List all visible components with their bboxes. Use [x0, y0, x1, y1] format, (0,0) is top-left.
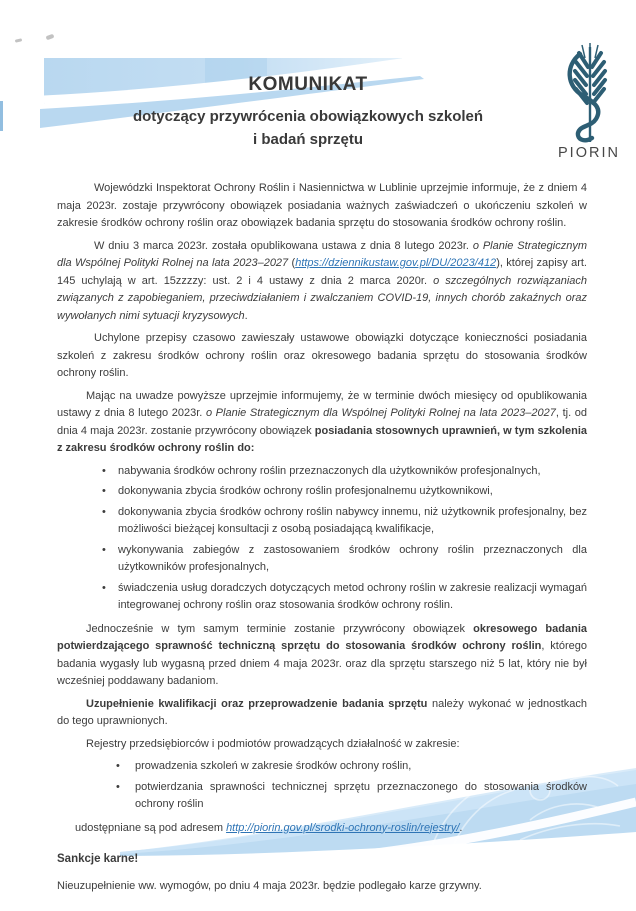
page-subtitle-line2: i badań sprzętu — [252, 131, 364, 148]
list-item-text: nabywania środków ochrony roślin przeznaczonych dla użytkowników profesjonalnych, — [118, 464, 541, 477]
text-segment: należy wykonać w jednostkach do tego uprawnionych. — [57, 697, 587, 727]
list-item-text: prowadzenia szkoleń w zakresie środków ochrony roślin, — [135, 760, 412, 772]
text-segment: , tj. od dnia 4 maja 2023r. zostanie przywrócony obowiązek — [57, 407, 587, 437]
text-segment: , którego badania wygasły lub wygasną przed dniem 4 maja 2023r. oraz dla sprzętu starszego niż 5 lat, który nie był wcześniej poddawany badaniom. — [57, 640, 587, 687]
document-body — [57, 180, 587, 900]
paragraph-suspended: Uchylone przepisy czasowo zawieszały ustawowe obowiązki dotyczące konieczności posiadania szkoleń z zakresu środków ochrony roślin oraz okresowego badania sprzętu do stosowania środków ochrony roślin. — [57, 332, 587, 379]
text-segment: Mając na uwadze powyższe uprzejmie informujemy, że w terminie dwóch miesięcy od opublikowania ustawy z dnia 8 lutego 2023r. — [57, 389, 587, 419]
text-segment: . — [459, 821, 463, 834]
list-item-text: dokonywania zbycia środków ochrony roślin profesjonalnemu użytkownikowi, — [118, 485, 493, 497]
logo-text: PIORIN — [558, 145, 620, 161]
list-item — [57, 483, 587, 501]
page-subtitle-line1: dotyczący przywrócenia obowiązkowych szkoleń — [132, 108, 484, 125]
piorin-logo — [550, 42, 628, 161]
law-title-italic: o Planie Strategicznym dla Wspólnej Polityki Rolnej na lata 2023–2027 — [57, 239, 587, 269]
paragraph-registers-link — [57, 820, 587, 838]
bullet-icon: • — [102, 464, 106, 477]
text-segment: udostępniane są pod adresem — [75, 821, 227, 834]
piorin-rejestry-link[interactable]: http://piorin.gov.pl/srodki-ochrony-roslin/rejestry/ — [226, 821, 460, 834]
bullet-icon: • — [102, 581, 106, 594]
paragraph-equipment — [57, 621, 587, 691]
bold-segment: Uzupełnienie kwalifikacji oraz przeprowadzenie badania sprzętu — [86, 697, 428, 710]
text-segment: ), której zapisy art. 145 uchylają w art. 15zzzzy: ust. 2 i 4 ustawy z dnia 2 marca 2020r. — [57, 257, 587, 287]
list-item — [57, 580, 587, 615]
law-title-italic: o Planie Strategicznym dla Wspólnej Polityki Rolnej na lata 2023–2027 — [205, 407, 556, 419]
list-item — [57, 779, 587, 814]
list-item-text: dokonywania zbycia środków ochrony roślin nabywcy innemu, niż użytkownik profesjonalny, bez możliwości bieżącej konsultacji z osobą posiadającą kwalifikacje, — [118, 505, 587, 535]
bold-segment: posiadania stosownych uprawnień, w tym szkolenia z zakresu środków ochrony roślin do: — [57, 424, 587, 454]
dziennik-ustaw-link[interactable]: https://dziennikustaw.gov.pl/DU/2023/412 — [295, 257, 497, 269]
wheat-snake-icon — [551, 42, 627, 144]
scan-artifact — [46, 34, 55, 40]
scan-artifact — [15, 38, 22, 42]
bullet-icon: • — [102, 505, 106, 518]
page-title: KOMUNIKAT — [248, 74, 368, 95]
text-segment: W dniu 3 marca 2023r. została opublikowana ustawa z dnia 8 lutego 2023r. — [94, 239, 473, 252]
list-item-text: świadczenia usług doradczych dotyczących metod ochrony roślin w zakresie realizacji wymagań integrowanej ochrony roślin oraz stosowania środków ochrony roślin. — [118, 581, 587, 611]
text-segment: ( — [288, 257, 296, 269]
paragraph-law — [57, 238, 587, 326]
bold-segment: okresowego badania potwierdzającego sprawność techniczną sprzętu do stosowania środków ochrony roślin — [57, 622, 587, 652]
list-item-text: wykonywania zabiegów z zastosowaniem środków ochrony roślin przeznaczonych dla użytkowników profesjonalnych, — [118, 543, 587, 573]
bullet-icon: • — [116, 780, 120, 793]
list-item — [57, 504, 587, 539]
registers-scope-list — [57, 758, 587, 814]
paragraph-deadline — [57, 388, 587, 458]
paragraph-sanctions: Nieuzupełnienie ww. wymogów, po dniu 4 maja 2023r. będzie podlegało karze grzywny. — [57, 879, 482, 892]
bullet-icon: • — [102, 485, 106, 497]
paragraph-registers-intro: Rejestry przedsiębiorców i podmiotów prowadzących działalność w zakresie: — [86, 737, 460, 750]
bullet-icon: • — [102, 543, 106, 556]
text-segment: Jednocześnie w tym samym terminie zostanie przywrócony obowiązek — [86, 622, 474, 635]
document-header — [58, 74, 558, 151]
covid-act-italic: o szczególnych rozwiązaniach związanych z zapobieganiem, przeciwdziałaniem i zwalczaniem COVID-19, innych chorób zakaźnych oraz wywołanych nimi sytuacji kryzysowych — [57, 274, 587, 322]
sanctions-heading: Sankcje karne! — [57, 853, 139, 865]
text-segment: . — [244, 309, 248, 322]
list-item — [57, 758, 587, 776]
paragraph-completion — [57, 696, 587, 731]
list-item — [57, 542, 587, 577]
paragraph-intro: Wojewódzki Inspektorat Ochrony Roślin i Nasiennictwa w Lublinie uprzejmie informuje, że z dniem 4 maja 2023r. zostaje przywrócony obowiązek posiadania ważnych zaświadczeń o ukończeniu szkoleń w zakresie środków ochrony roślin oraz obowiązek badania sprzętu do stosowania środków ochrony roślin. — [57, 182, 587, 229]
training-scope-list — [57, 463, 587, 615]
list-item — [57, 463, 587, 481]
bullet-icon: • — [116, 760, 120, 772]
list-item-text: potwierdzania sprawności technicznej sprzętu przeznaczonego do stosowania środków ochrony roślin — [135, 780, 587, 810]
